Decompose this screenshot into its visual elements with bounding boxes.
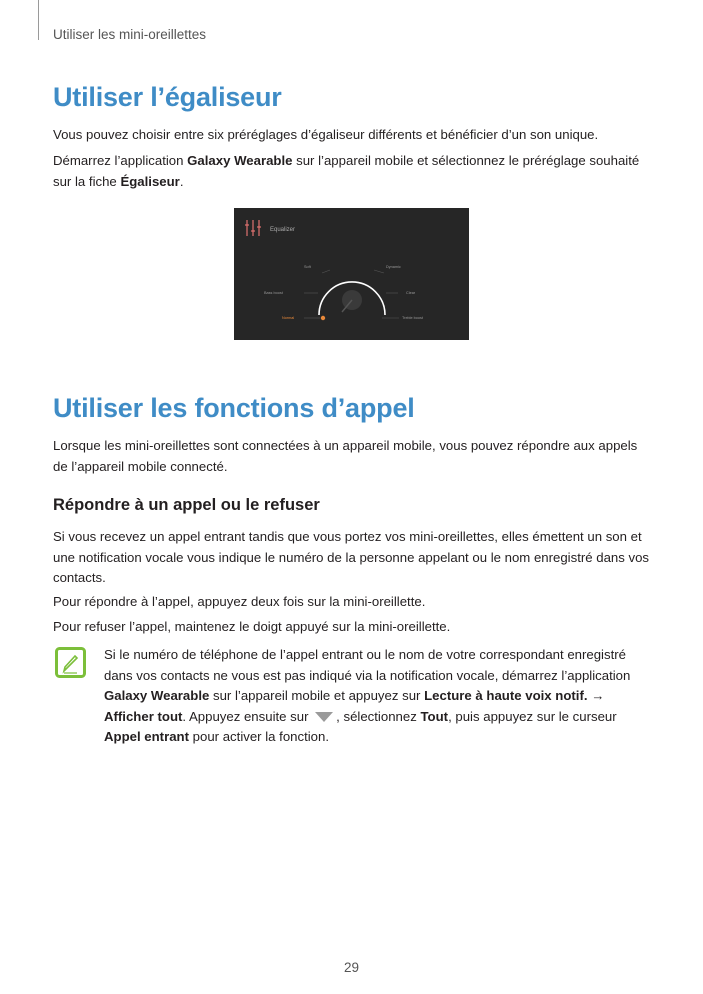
section-title-call-functions: Utiliser les fonctions d’appel (53, 393, 415, 423)
preset-clear: Clear (406, 291, 416, 295)
equalizer-screenshot (234, 208, 469, 340)
preset-dynamic: Dynamic (386, 265, 401, 269)
paragraph-call-intro: Lorsque les mini-oreillettes sont connectées à un appareil mobile, vous pouvez répondre aux appels de l’appareil mobile connecté. (53, 438, 638, 474)
figure-title: Equalizer (270, 227, 296, 233)
paragraph-equalizer-intro: Vous pouvez choisir entre six préréglages d’égaliseur différents et bénéficier d’un son unique. (53, 127, 599, 142)
dropdown-triangle-icon (314, 711, 334, 723)
section-title-equalizer: Utiliser l’égaliseur (53, 82, 282, 112)
paragraph-reject-call: Pour refuser l’appel, maintenez le doigt appuyé sur la mini-oreillette. (53, 619, 451, 634)
paragraph-equalizer-steps: Démarrez l’application Galaxy Wearable sur l’appareil mobile et sélectionnez le préréglage souhaité sur la fiche Égaliseur. (53, 153, 640, 189)
preset-bass-boost: Bass boost (264, 291, 283, 295)
note-text: Si le numéro de téléphone de l’appel entrant ou le nom de votre correspondant enregistré dans vos contacts ne vous est pas indiqué via la notification vocale, démarrez l’application Galaxy Wearable sur l’appareil mobile et appuyez sur Lecture à haute voix notif. → Afficher tout. Appuyez ensuite sur , sélectionnez Tout, puis appuyez sur le curseur Appel entrant pour activer la fonction. (104, 647, 631, 744)
paragraph-incoming-call: Si vous recevez un appel entrant tandis que vous portez vos mini-oreillettes, elles émettent un son et une notification vocale vous indique le numéro de la personne appelant ou le nom enregistré dans vos contacts. (53, 529, 650, 585)
equalizer-icon (245, 220, 261, 236)
selected-preset-dot (321, 316, 325, 320)
preset-soft: Soft (304, 265, 311, 269)
page-number: 29 (343, 960, 360, 975)
subsection-title-answer-reject: Répondre à un appel ou le refuser (53, 496, 320, 514)
paragraph-answer-call: Pour répondre à l’appel, appuyez deux fois sur la mini-oreillette. (53, 594, 426, 609)
preset-treble-boost: Treble boost (402, 316, 423, 320)
header-rule (38, 0, 39, 40)
preset-normal: Normal (282, 316, 295, 320)
running-head: Utiliser les mini-oreillettes (53, 27, 207, 42)
note-pencil-icon (55, 647, 86, 678)
